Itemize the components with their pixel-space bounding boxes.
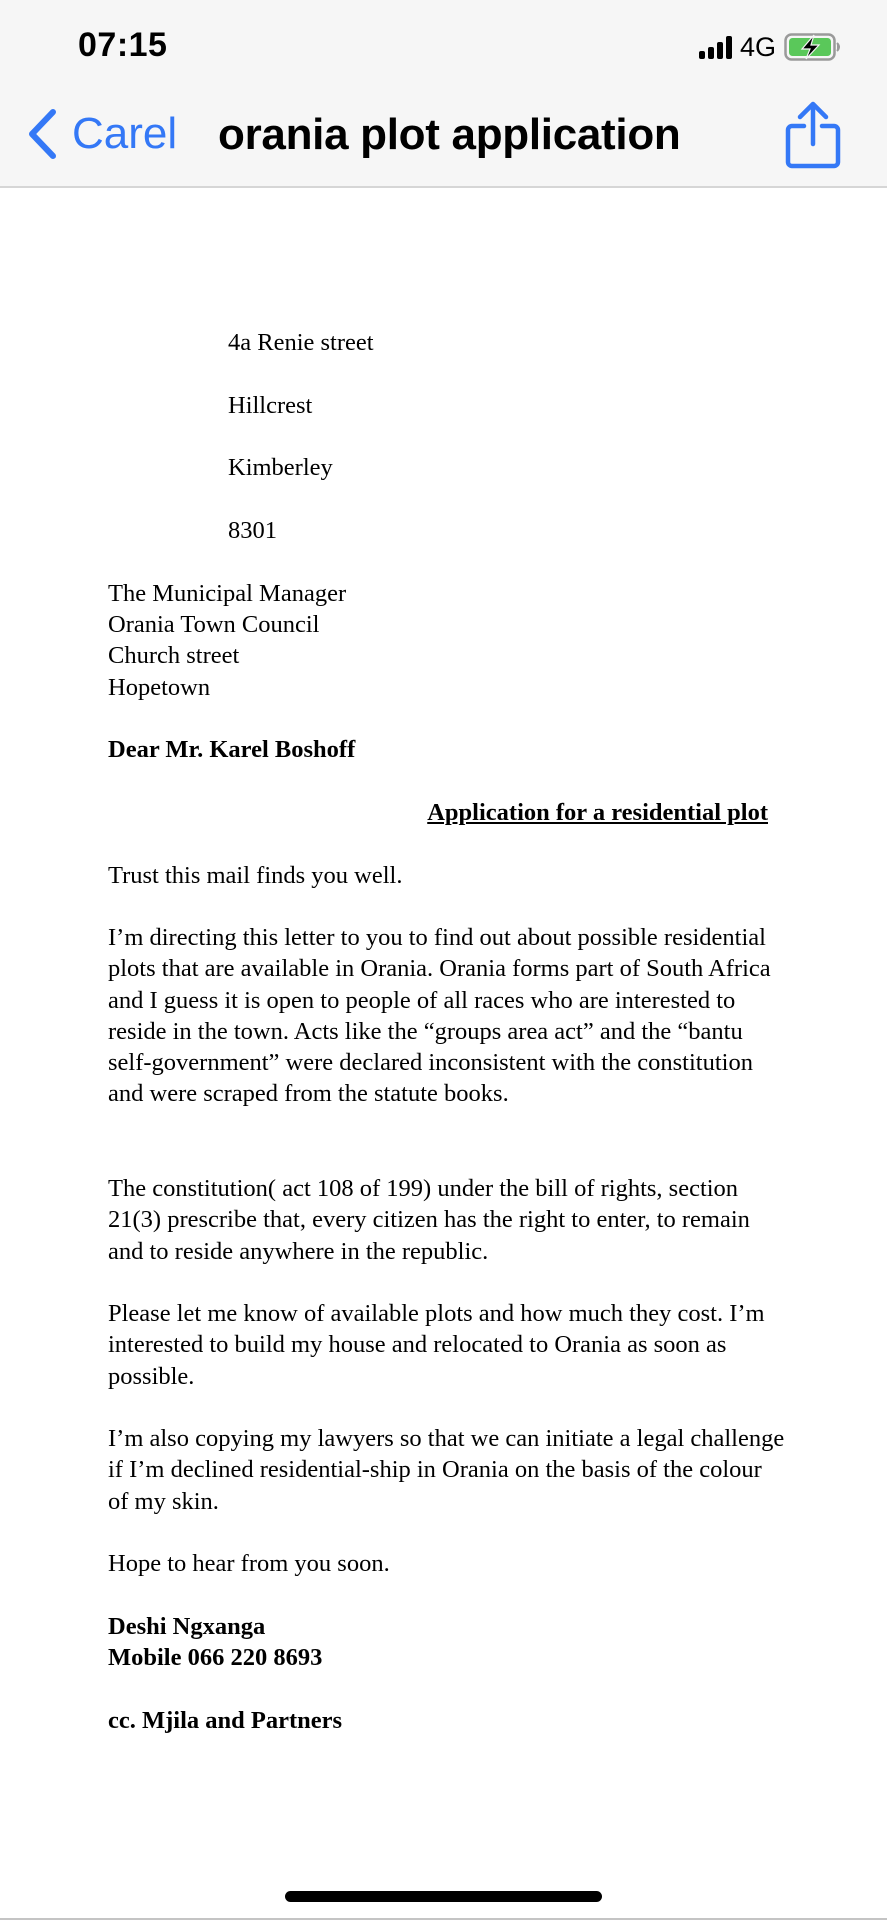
recipient-address-line: The Municipal Manager <box>108 580 347 607</box>
status-time: 07:15 <box>78 26 168 64</box>
back-button-label: Carel <box>72 109 178 158</box>
sender-address-line: Kimberley <box>228 454 333 481</box>
back-button[interactable] <box>26 108 177 160</box>
signature-mobile: Mobile 066 220 8693 <box>108 1644 323 1671</box>
share-button[interactable] <box>785 100 841 175</box>
document-title: orania plot application <box>218 110 681 159</box>
share-icon <box>785 100 841 170</box>
paragraph: I’m directing this letter to you to find out about possible residential plots that are available in Orania. Orania forms part of South Africa and I guess it is open to people of all races who are interested to reside in the town. Acts like the “groups area act” and the “bantu self-government” were declared inconsistent with the constitution and were scraped from the statute books. <box>108 924 771 1108</box>
recipient-address-line: Orania Town Council <box>108 611 320 638</box>
sender-address-line: Hillcrest <box>228 392 313 419</box>
paragraph: Hope to hear from you soon. <box>108 1550 390 1577</box>
sender-address-line: 8301 <box>228 517 277 544</box>
subject-heading: Application for a residential plot <box>427 799 768 826</box>
home-indicator[interactable] <box>285 1891 602 1902</box>
signal-icon <box>699 35 732 59</box>
sender-address-line: 4a Renie street <box>228 329 374 356</box>
paragraph: Please let me know of available plots and how much they cost. I’m interested to build my house and relocated to Orania as soon as possible. <box>108 1300 765 1390</box>
paragraph: I’m also copying my lawyers so that we can initiate a legal challenge if I’m declined residential-ship in Orania on the basis of the colour of my skin. <box>108 1425 785 1515</box>
paragraph: The constitution( act 108 of 199) under the bill of rights, section 21(3) prescribe that, every citizen has the right to enter, to remain and to reside anywhere in the republic. <box>108 1175 750 1265</box>
recipient-address-line: Church street <box>108 642 240 669</box>
salutation: Dear Mr. Karel Boshoff <box>108 736 356 763</box>
network-type: 4G <box>739 31 776 62</box>
signature-name: Deshi Ngxanga <box>108 1613 266 1640</box>
cc-line: cc. Mjila and Partners <box>108 1707 343 1734</box>
paragraph: Trust this mail finds you well. <box>108 862 403 889</box>
battery-charging-icon <box>784 33 842 61</box>
chevron-left-icon <box>26 108 58 160</box>
status-indicators <box>699 32 842 62</box>
recipient-address-line: Hopetown <box>108 674 211 701</box>
navigation-bar <box>0 0 887 188</box>
